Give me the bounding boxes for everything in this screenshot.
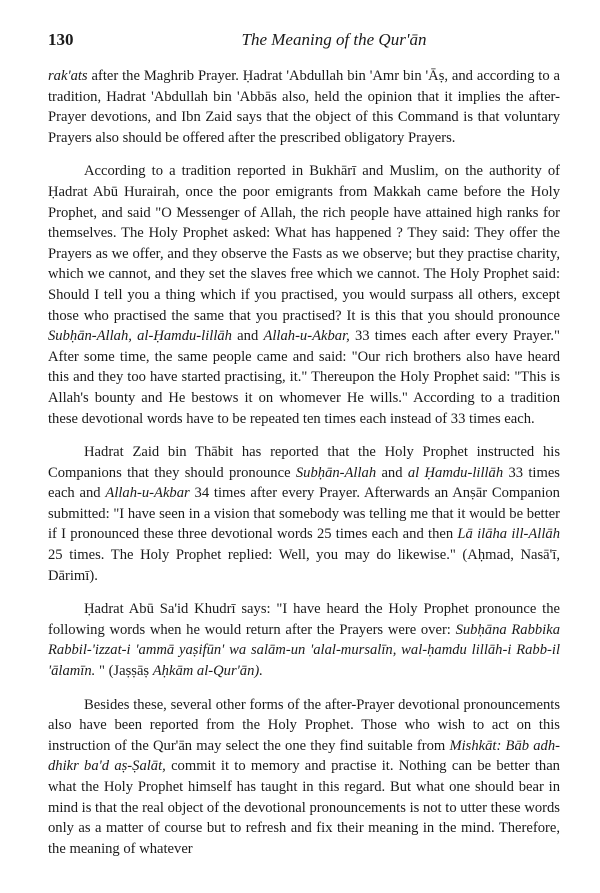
text-run: and bbox=[376, 464, 408, 481]
italic-text: Subḥān-Allah, al-Ḥamdu-lillāh bbox=[48, 328, 232, 345]
italic-text: Allah-u-Akbar bbox=[105, 485, 190, 502]
text-run: According to a tradition reported in Bukhārī and Muslim, on the authority of Ḥadrat Abū Hurairah, once the poor emigrants from Makkah came before the Holy Prophet, and said "O Messenger of Allah, the rich people have attained high ranks for themselves. The Holy Prophet asked: What has happened ? They said: They offer the Prayers as we offer, and they observe the Fasts as we observe; but they practise charity, which we cannot, and they set the slaves free which we cannot. The Holy Prophet said: Should I tell you a thing which if you practised, you would surpass all others, except those who practised the same that you practised? It is this that you should pronounce bbox=[48, 163, 560, 324]
text-run: " (Jaṣṣāṣ bbox=[95, 663, 153, 680]
text-run: Besides these, several other forms of the after-Prayer devotional pronouncements also have been reported from the Holy Prophet. Those who wish to act on this instruction of the Qur'ān may select the one they find suitable from bbox=[48, 696, 560, 754]
text-run: 33 times each and bbox=[48, 464, 560, 502]
text-run: Ḥadrat Abū Sa'id Khudrī says: "I have heard the Holy Prophet pronounce the following words when he would return after the Prayers were over: bbox=[48, 601, 560, 638]
italic-text: Aḥkām al-Qur'ān). bbox=[152, 663, 263, 680]
body-paragraph bbox=[48, 599, 560, 681]
page-body bbox=[48, 66, 560, 859]
text-run: 25 times. The Holy Prophet replied: Well, you may do likewise." (Aḥmad, Nasā'ī, Dārimī). bbox=[48, 547, 560, 584]
page-header bbox=[48, 30, 560, 56]
italic-text: rak'ats bbox=[48, 68, 88, 84]
italic-text: Allah-u-Akbar, bbox=[263, 328, 350, 345]
body-paragraph bbox=[48, 161, 560, 429]
italic-text: Subḥān-Allah bbox=[295, 464, 377, 481]
body-paragraph bbox=[48, 442, 560, 586]
italic-text: Lā ilāha ill-Allāh bbox=[457, 526, 560, 543]
body-paragraph bbox=[48, 66, 560, 148]
text-run: 34 times after every Prayer. Afterwards an Anṣār Companion submitted: "I have seen in a vision that somebody was telling me that it would be better if I pronounced these three devotional words 25 times each and then bbox=[48, 485, 560, 543]
text-run: commit it to memory and practise it. Nothing can be better than what the Holy Prophet himself has taught in this regard. But what one should bear in mind is that the real object of the devotional pronouncements is not to utter these words only as a matter of course but to refresh and fix their meaning in the mind. Therefore, the meaning of whatever bbox=[48, 758, 560, 857]
book-page bbox=[48, 30, 560, 872]
text-run: and bbox=[231, 328, 264, 345]
page-number: 130 bbox=[48, 30, 74, 49]
text-run: Hadrat Zaid bin Thābit has reported that the Holy Prophet instructed his Companions that they should pronounce bbox=[48, 444, 560, 481]
italic-text: Subḥāna Rabbika Rabbil-'izzat-i 'ammā yaṣifūn' wa salām-un 'alal-mursalīn, wal-ḥamdu lillāh-i Rabb-il 'ālamīn. bbox=[48, 621, 560, 680]
text-run: after the Maghrib Prayer. Ḥadrat 'Abdullah bin 'Amr bin 'Āṣ, and according to a tradition, Hadrat 'Abdullah bin 'Abbās also, held the opinion that it implies the after-Prayer devotions, and Ibn Zaid says that the object of this Command is that voluntary Prayers also should be offered after the prescribed obligatory Prayers. bbox=[48, 68, 560, 146]
italic-text: al Ḥamdu-lillāh bbox=[407, 464, 504, 481]
running-title: The Meaning of the Qur'ān bbox=[241, 30, 427, 49]
text-run: 33 times each after every Prayer." After some time, the same people came and said: "Our rich brothers also have heard this and they too have started practising, it." Thereupon the Holy Prophet said: "This is Allah's bounty and He bestows it on whomever He wills." According to a tradition these devotional words have to be repeated ten times each instead of 33 times each. bbox=[48, 328, 560, 427]
body-paragraph bbox=[48, 695, 560, 860]
italic-text: Mishkāt: Bāb adh-dhikr ba'd aṣ-Ṣalāt, bbox=[48, 737, 560, 775]
